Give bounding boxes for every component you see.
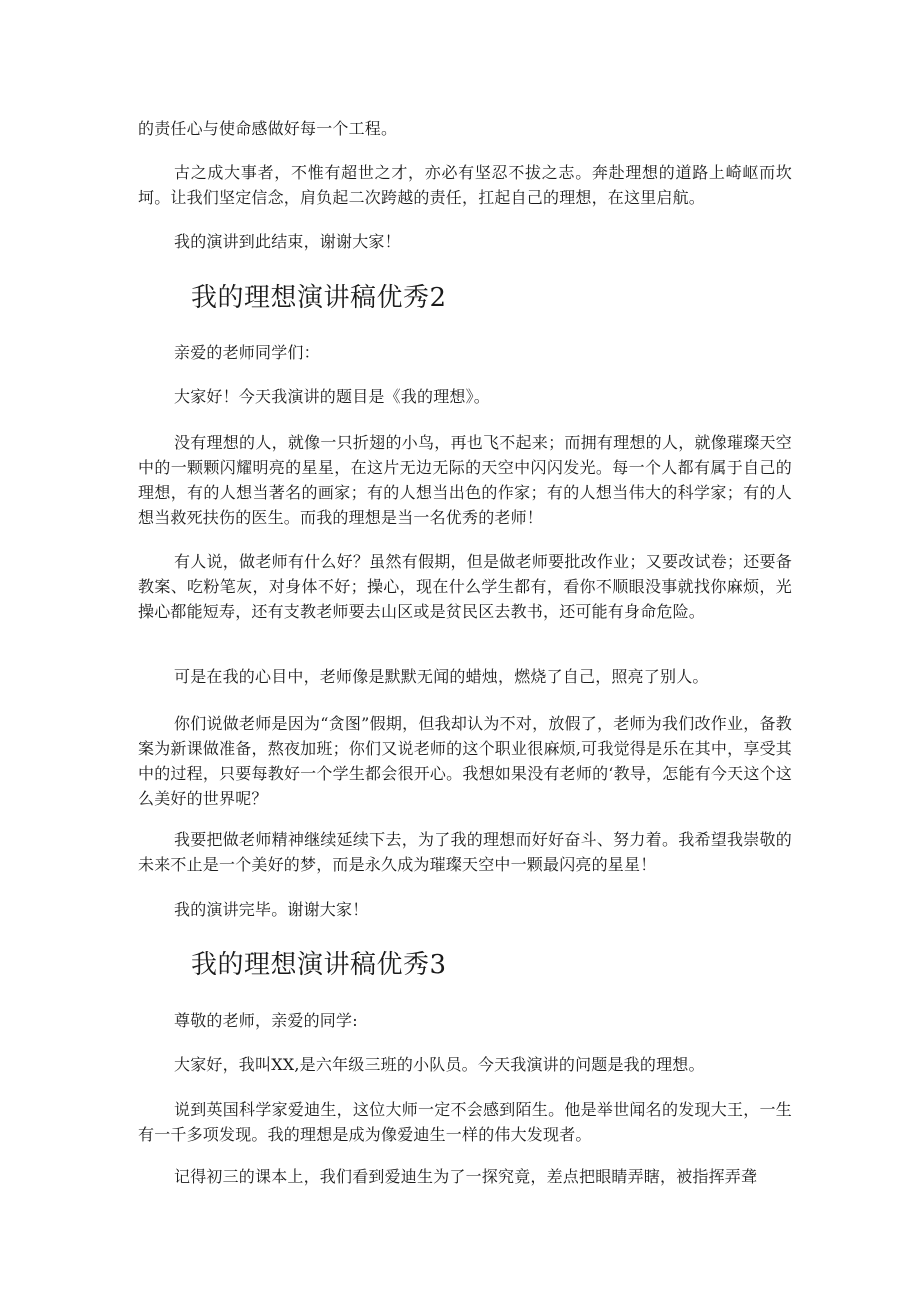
paragraph-8 [138, 664, 792, 689]
section-heading-3: 我的理想演讲稿优秀3 [191, 950, 447, 980]
paragraph-10 [138, 827, 792, 877]
paragraph-text: 可是在我的心目中，老师像是默默无闻的蜡烛，燃烧了自己，照亮了别人。 [174, 667, 709, 686]
paragraph-5 [138, 384, 792, 409]
paragraph-text: 说到英国科学家爱迪生，这位大师一定不会感到陌生。他是举世闻名的发现大王，一生有一千多项发现。我的理想是成为像爱迪生一样的伟大发现者。 [138, 1100, 792, 1144]
paragraph-text: 你们说做老师是因为“贪图”假期，但我却认为不对，放假了，老师为我们改作业，备教案为新课做准备，熬夜加班；你们又说老师的这个职业很麻烦,可我觉得是乐在其中，享受其中的过程，只要每教好一个学生都会很开心。我想如果没有老师的‘教导，怎能有今天这个这么美好的世界呢？ [138, 714, 792, 808]
paragraph-1 [138, 116, 792, 141]
paragraph-text: 古之成大事者，不惟有超世之才，亦必有坚忍不拔之志。奔赴理想的道路上崎岖而坎坷。让我们坚定信念，肩负起二次跨越的责任，扛起自己的理想，在这里启航。 [138, 163, 792, 207]
paragraph-text: 亲爱的老师同学们： [174, 343, 320, 362]
paragraph-3 [138, 229, 792, 254]
paragraph-9 [138, 711, 792, 811]
paragraph-7 [138, 549, 792, 624]
paragraph-11 [138, 897, 792, 922]
paragraph-4 [138, 340, 792, 365]
paragraph-text: 没有理想的人，就像一只折翅的小鸟，再也飞不起来；而拥有理想的人，就像璀璨天空中的一颗颗闪耀明亮的星星，在这片无边无际的天空中闪闪发光。每一个人都有属于自己的理想，有的人想当著名的画家；有的人想当出色的作家；有的人想当伟大的科学家；有的人想当救死扶伤的医生。而我的理想是当一名优秀的老师！ [138, 433, 792, 527]
paragraph-2 [138, 160, 792, 210]
paragraph-14 [138, 1097, 792, 1147]
paragraph-12 [138, 1008, 792, 1033]
paragraph-13 [138, 1052, 792, 1077]
paragraph-text: 的责任心与使命感做好每一个工程。 [138, 119, 398, 138]
paragraph-text: 记得初三的课本上，我们看到爱迪生为了一探究竟，差点把眼睛弄瞎，被指挥弄聋 [174, 1167, 758, 1186]
paragraph-6 [138, 430, 792, 530]
paragraph-15 [138, 1164, 792, 1189]
paragraph-text: 有人说，做老师有什么好？虽然有假期，但是做老师要批改作业；又要改试卷；还要备教案、吃粉笔灰，对身体不好；操心，现在什么学生都有，看你不顺眼没事就找你麻烦，光操心都能短寿，还有支教老师要去山区或是贫民区去教书，还可能有身命危险。 [138, 552, 792, 621]
paragraph-text: 我的演讲到此结束，谢谢大家！ [174, 232, 401, 251]
paragraph-text: 我的演讲完毕。谢谢大家！ [174, 900, 369, 919]
paragraph-text: 尊敬的老师，亲爱的同学: [174, 1011, 358, 1030]
section-heading-2: 我的理想演讲稿优秀2 [191, 283, 447, 313]
paragraph-text: 大家好！今天我演讲的题目是《我的理想》。 [174, 387, 491, 406]
paragraph-text: 大家好，我叫XX,是六年级三班的小队员。今天我演讲的问题是我的理想。 [174, 1055, 705, 1074]
paragraph-text: 我要把做老师精神继续延续下去，为了我的理想而好好奋斗、努力着。我希望我崇敬的未来不止是一个美好的梦，而是永久成为璀璨天空中一颗最闪亮的星星！ [138, 830, 792, 874]
